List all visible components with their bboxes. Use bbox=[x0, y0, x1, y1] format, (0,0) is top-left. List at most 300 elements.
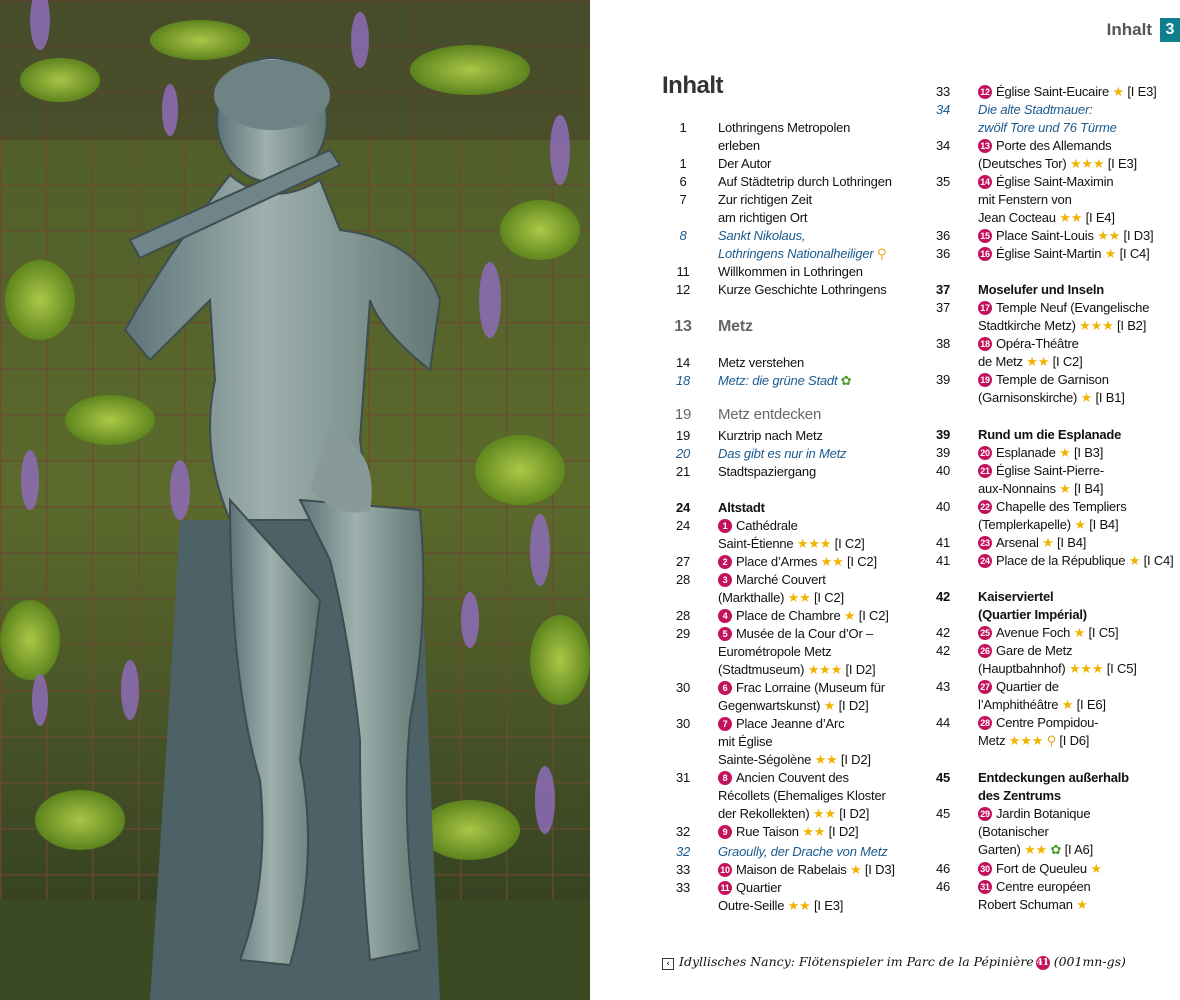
toc-entry bbox=[662, 879, 782, 897]
toc-entry-label: Église Saint-Eucaire bbox=[996, 84, 1110, 99]
toc-entry bbox=[922, 335, 1079, 353]
green-leaf-icon: ✿ bbox=[840, 373, 852, 388]
toc-page-number: 37 bbox=[935, 282, 951, 297]
toc-page-number: 30 bbox=[675, 680, 691, 695]
star-rating-icon: ★ bbox=[1090, 861, 1102, 876]
toc-entry-label: Willkommen in Lothringen bbox=[718, 264, 863, 279]
toc-entry-label: Maison de Rabelais bbox=[736, 862, 847, 877]
toc-entry-label: Église Saint-Maximin bbox=[996, 174, 1114, 189]
star-rating-icon: ★ bbox=[823, 698, 836, 713]
toc-entry bbox=[662, 463, 816, 481]
toc-entry-label: (Markthalle) bbox=[718, 590, 785, 605]
toc-entry-label: Place de Chambre bbox=[736, 608, 841, 623]
toc-entry bbox=[922, 426, 1122, 444]
toc-entry bbox=[662, 245, 887, 263]
toc-entry-text bbox=[978, 878, 1091, 896]
map-grid-reference: [I C4] bbox=[1119, 246, 1150, 261]
toc-entry-label: Marché Couvert bbox=[736, 572, 826, 587]
toc-entry-text bbox=[718, 209, 807, 227]
toc-page-number: 33 bbox=[675, 862, 691, 877]
map-grid-reference: [I E3] bbox=[1107, 156, 1137, 171]
arrow-left-icon: ‹ bbox=[662, 958, 674, 970]
star-rating-icon: ★★★ bbox=[1068, 661, 1104, 676]
toc-entry-text bbox=[718, 697, 868, 715]
toc-page-number: 37 bbox=[935, 300, 951, 315]
toc-entry-text bbox=[718, 843, 888, 861]
toc-entry-text bbox=[718, 191, 812, 209]
toc-entry-label: Place Jeanne d’Arc bbox=[736, 716, 845, 731]
map-grid-reference: [I D2] bbox=[838, 698, 869, 713]
toc-entry-label: (Hauptbahnhof) bbox=[978, 661, 1066, 676]
toc-entry bbox=[662, 769, 849, 787]
star-rating-icon: ★ bbox=[1128, 553, 1141, 568]
toc-entry bbox=[922, 299, 1150, 317]
toc-entry-label: Jean Cocteau bbox=[978, 210, 1056, 225]
sight-number-badge: 20 bbox=[978, 446, 992, 460]
sight-number-badge: 25 bbox=[978, 626, 992, 640]
toc-entry bbox=[922, 606, 1087, 624]
toc-entry-label: Avenue Foch bbox=[996, 625, 1071, 640]
toc-entry bbox=[922, 209, 1115, 227]
toc-entry bbox=[662, 137, 760, 155]
toc-entry-label: Zur richtigen Zeit bbox=[718, 192, 812, 207]
star-rating-icon: ★★ bbox=[812, 806, 836, 821]
star-rating-icon: ★ bbox=[850, 862, 862, 877]
star-rating-icon: ★ bbox=[1073, 625, 1086, 640]
sight-number-badge: 4 bbox=[718, 609, 732, 623]
toc-entry-text bbox=[978, 896, 1088, 914]
toc-page-number: 13 bbox=[674, 318, 692, 335]
map-grid-reference: [I D2] bbox=[828, 824, 859, 839]
toc-entry-label: (Quartier Impérial) bbox=[978, 607, 1087, 622]
star-rating-icon: ★★ bbox=[1026, 354, 1050, 369]
toc-entry-label: Die alte Stadtmauer: bbox=[978, 102, 1093, 117]
page-number: 3 bbox=[1158, 18, 1180, 42]
toc-page-number: 33 bbox=[935, 84, 951, 99]
toc-entry bbox=[922, 83, 1157, 101]
toc-page-number: 32 bbox=[675, 824, 691, 839]
sight-number-badge: 23 bbox=[978, 536, 992, 550]
map-grid-reference: [I C4] bbox=[1143, 553, 1174, 568]
sight-number-badge: 30 bbox=[978, 862, 992, 876]
toc-entry-text bbox=[978, 534, 1086, 552]
toc-page-number: 6 bbox=[679, 174, 687, 189]
toc-entry-label: am richtigen Ort bbox=[718, 210, 808, 225]
toc-entry-label: Récollets (Ehemaliges Kloster bbox=[718, 788, 886, 803]
toc-entry-label: Arsenal bbox=[996, 535, 1039, 550]
toc-entry bbox=[662, 227, 806, 245]
toc-entry-label: Metz: die grüne Stadt bbox=[718, 373, 838, 388]
toc-entry bbox=[662, 317, 753, 337]
toc-entry bbox=[922, 173, 1114, 191]
star-rating-icon: ★★★ bbox=[796, 536, 832, 551]
toc-entry-label: (Deutsches Tor) bbox=[978, 156, 1067, 171]
sight-number-badge: 22 bbox=[978, 500, 992, 514]
map-grid-reference: [I E4] bbox=[1085, 210, 1115, 225]
star-rating-icon: ★ bbox=[1061, 697, 1074, 712]
sight-number-badge: 29 bbox=[978, 807, 992, 821]
toc-entry bbox=[662, 372, 852, 390]
map-grid-reference: [I D6] bbox=[1059, 733, 1090, 748]
toc-entry-label: Fort de Queuleu bbox=[996, 861, 1087, 876]
map-grid-reference: [I B1] bbox=[1095, 390, 1125, 405]
toc-entry bbox=[662, 787, 886, 805]
toc-page-number: 7 bbox=[679, 192, 687, 207]
toc-entry-label: Centre Pompidou- bbox=[996, 715, 1099, 730]
caption-ref-badge: 41 bbox=[1036, 958, 1049, 968]
star-rating-icon: ★ bbox=[1076, 897, 1088, 912]
toc-entry-text bbox=[978, 137, 1111, 155]
toc-entry-label: Place de la République bbox=[996, 553, 1126, 568]
toc-entry-text bbox=[718, 372, 852, 390]
toc-page-number: 19 bbox=[675, 428, 691, 443]
map-grid-reference: [I C2] bbox=[834, 536, 865, 551]
toc-entry-label: Lothringens Nationalheiliger bbox=[718, 246, 874, 261]
toc-page-number: 33 bbox=[675, 880, 691, 895]
toc-title: Inhalt bbox=[662, 72, 723, 99]
toc-page-number: 46 bbox=[935, 861, 951, 876]
toc-entry-label: der Rekollekten) bbox=[718, 806, 810, 821]
toc-entry-text bbox=[978, 353, 1082, 371]
toc-entry-label: Moselufer und Inseln bbox=[978, 282, 1105, 297]
toc-entry-label: Stadtspaziergang bbox=[718, 464, 816, 479]
map-grid-reference: [I C2] bbox=[846, 554, 877, 569]
toc-entry-text bbox=[718, 733, 772, 751]
toc-entry bbox=[922, 317, 1147, 335]
toc-entry bbox=[662, 281, 887, 299]
toc-entry bbox=[662, 517, 798, 535]
toc-entry-text bbox=[978, 335, 1079, 353]
toc-entry-text bbox=[718, 354, 804, 372]
sight-number-badge: 21 bbox=[978, 464, 992, 478]
toc-entry bbox=[662, 643, 832, 661]
caption-code: (001mn-gs) bbox=[1053, 954, 1126, 969]
toc-entry-label: Saint-Étienne bbox=[718, 536, 794, 551]
toc-entry-text bbox=[718, 751, 871, 769]
sight-number-badge: 10 bbox=[718, 863, 732, 877]
toc-entry-text bbox=[718, 317, 753, 337]
toc-entry-label: Kaiserviertel bbox=[978, 589, 1054, 604]
person-symbol-icon: ⚲ bbox=[1046, 733, 1056, 748]
toc-entry bbox=[922, 227, 1154, 245]
toc-entry-text bbox=[978, 516, 1118, 534]
sight-number-badge: 2 bbox=[718, 555, 732, 569]
toc-entry-label: Stadtkirche Metz) bbox=[978, 318, 1076, 333]
toc-entry bbox=[662, 427, 823, 445]
toc-page-number: 24 bbox=[675, 518, 691, 533]
toc-entry-label: Metz verstehen bbox=[718, 355, 805, 370]
toc-entry-text bbox=[978, 209, 1115, 227]
toc-entry-label: Robert Schuman bbox=[978, 897, 1073, 912]
toc-entry bbox=[922, 878, 1091, 896]
toc-entry-text bbox=[978, 660, 1137, 678]
toc-entry bbox=[922, 624, 1119, 642]
toc-entry-label: Chapelle des Templiers bbox=[996, 499, 1127, 514]
star-rating-icon: ★ bbox=[1059, 481, 1071, 496]
toc-entry bbox=[662, 625, 874, 643]
toc-entry bbox=[922, 678, 1059, 696]
toc-page-number: 1 bbox=[679, 120, 687, 135]
toc-entry bbox=[922, 787, 1061, 805]
toc-entry-text bbox=[718, 263, 863, 281]
toc-entry-label: mit Église bbox=[718, 734, 773, 749]
toc-entry bbox=[922, 534, 1087, 552]
toc-entry-text bbox=[978, 624, 1118, 642]
toc-entry-text bbox=[978, 119, 1117, 137]
toc-entry-text bbox=[718, 589, 844, 607]
toc-entry bbox=[662, 589, 844, 607]
toc-entry bbox=[922, 552, 1174, 570]
map-grid-reference: [I C2] bbox=[858, 608, 889, 623]
toc-entry-text bbox=[718, 879, 781, 897]
star-rating-icon: ★★ bbox=[1097, 228, 1121, 243]
toc-entry bbox=[922, 805, 1091, 823]
toc-page-number: 18 bbox=[675, 373, 691, 388]
toc-entry-text bbox=[978, 823, 1049, 841]
sight-number-badge: 13 bbox=[978, 139, 992, 153]
star-rating-icon: ★★★ bbox=[807, 662, 843, 677]
star-rating-icon: ★★★ bbox=[1008, 733, 1044, 748]
star-rating-icon: ★★ bbox=[820, 554, 844, 569]
toc-entry bbox=[922, 823, 1049, 841]
map-grid-reference: [I B4] bbox=[1074, 481, 1104, 496]
toc-entry-text bbox=[978, 732, 1089, 750]
toc-entry-text bbox=[718, 227, 805, 245]
toc-entry-text bbox=[718, 679, 885, 697]
toc-page-number: 43 bbox=[935, 679, 951, 694]
sight-number-badge: 11 bbox=[718, 881, 732, 895]
toc-entry bbox=[922, 137, 1112, 155]
toc-entry-label: (Templerkapelle) bbox=[978, 517, 1071, 532]
sight-number-badge: 1 bbox=[718, 519, 732, 533]
toc-entry bbox=[662, 354, 805, 372]
toc-entry-text bbox=[718, 607, 889, 625]
toc-page-number: 40 bbox=[935, 499, 951, 514]
toc-entry-label: Outre-Seille bbox=[718, 898, 785, 913]
sight-number-badge: 24 bbox=[978, 554, 992, 568]
toc-page-number: 36 bbox=[935, 246, 951, 261]
toc-entry bbox=[922, 444, 1104, 462]
map-grid-reference: [I E6] bbox=[1076, 697, 1106, 712]
toc-entry-label: Kurze Geschichte Lothringens bbox=[718, 282, 887, 297]
toc-entry-label: Esplanade bbox=[996, 445, 1056, 460]
toc-entry bbox=[922, 860, 1102, 878]
toc-entry bbox=[662, 445, 847, 463]
toc-entry-text bbox=[978, 714, 1098, 732]
sight-number-badge: 26 bbox=[978, 644, 992, 658]
toc-entry-label: Ancien Couvent des bbox=[736, 770, 849, 785]
toc-page-number: 41 bbox=[935, 535, 951, 550]
toc-page-number: 32 bbox=[675, 844, 691, 859]
toc-entry-text bbox=[978, 299, 1149, 317]
toc-entry bbox=[922, 155, 1137, 173]
toc-entry-text bbox=[718, 805, 869, 823]
toc-entry-text bbox=[718, 499, 765, 517]
toc-entry-label: Quartier de bbox=[996, 679, 1059, 694]
map-grid-reference: [I E3] bbox=[814, 898, 844, 913]
toc-entry-text bbox=[718, 553, 877, 571]
toc-entry-label: Opéra-Théâtre bbox=[996, 336, 1079, 351]
toc-page-number: 41 bbox=[935, 553, 951, 568]
star-rating-icon: ★★ bbox=[1024, 842, 1048, 857]
star-rating-icon: ★★ bbox=[1059, 210, 1083, 225]
toc-entry-label: Eurométropole Metz bbox=[718, 644, 832, 659]
map-grid-reference: [I D2] bbox=[845, 662, 876, 677]
toc-entry bbox=[922, 191, 1072, 209]
toc-entry-text bbox=[978, 426, 1121, 444]
toc-entry-label: Rue Taison bbox=[736, 824, 799, 839]
toc-entry-label: Temple Neuf (Evangelische bbox=[996, 300, 1150, 315]
map-grid-reference: [I E3] bbox=[1127, 84, 1157, 99]
toc-entry-label: zwölf Tore und 76 Türme bbox=[978, 120, 1117, 135]
toc-entry-label: (Garnisonskirche) bbox=[978, 390, 1078, 405]
sight-number-badge: 6 bbox=[718, 681, 732, 695]
toc-entry-text bbox=[978, 769, 1129, 787]
map-grid-reference: [I D2] bbox=[839, 806, 870, 821]
toc-page-number: 21 bbox=[675, 464, 691, 479]
map-grid-reference: [I D2] bbox=[840, 752, 871, 767]
toc-entry bbox=[662, 553, 877, 571]
toc-entry-label: de Metz bbox=[978, 354, 1023, 369]
toc-page-number: 45 bbox=[935, 806, 951, 821]
toc-page-number: 38 bbox=[935, 336, 951, 351]
toc-entry-label: Garten) bbox=[978, 842, 1021, 857]
toc-entry-text bbox=[978, 696, 1106, 714]
toc-entry bbox=[662, 661, 876, 679]
star-rating-icon: ★ bbox=[843, 608, 856, 623]
toc-entry-text bbox=[978, 480, 1103, 498]
star-rating-icon: ★ bbox=[1080, 390, 1093, 405]
toc-entry-label: Quartier bbox=[736, 880, 782, 895]
toc-entry-label: Der Autor bbox=[718, 156, 772, 171]
toc-page-number: 31 bbox=[675, 770, 691, 785]
toc-entry-text bbox=[978, 462, 1104, 480]
toc-page-number: 46 bbox=[935, 879, 951, 894]
toc-entry-label: Place Saint-Louis bbox=[996, 228, 1094, 243]
toc-entry-text bbox=[978, 860, 1102, 878]
toc-page-number: 34 bbox=[935, 138, 951, 153]
sight-number-badge: 27 bbox=[978, 680, 992, 694]
toc-page-number: 20 bbox=[675, 446, 691, 461]
map-grid-reference: [I B2] bbox=[1116, 318, 1147, 333]
toc-page-number: 42 bbox=[935, 625, 951, 640]
toc-entry bbox=[662, 843, 888, 861]
toc-entry-label: Metz bbox=[978, 733, 1006, 748]
toc-entry bbox=[922, 714, 1099, 732]
toc-page-number: 8 bbox=[679, 228, 687, 243]
toc-entry-text bbox=[718, 445, 846, 463]
toc-page-number: 27 bbox=[675, 554, 691, 569]
green-leaf-icon: ✿ bbox=[1050, 842, 1062, 857]
toc-entry-text bbox=[978, 498, 1127, 516]
toc-entry bbox=[662, 405, 822, 425]
toc-entry bbox=[922, 588, 1054, 606]
toc-entry bbox=[922, 732, 1090, 750]
toc-entry-text bbox=[718, 787, 886, 805]
sight-number-badge: 31 bbox=[978, 880, 992, 894]
map-grid-reference: [I D3] bbox=[1123, 228, 1154, 243]
toc-entry-text bbox=[978, 805, 1090, 823]
toc-page-number: 30 bbox=[675, 716, 691, 731]
toc-entry-text bbox=[718, 535, 865, 553]
toc-entry-label: Auf Städtetrip durch Lothringen bbox=[718, 174, 892, 189]
toc-entry-text bbox=[978, 155, 1137, 173]
map-grid-reference: [I D3] bbox=[864, 862, 895, 877]
toc-entry-text bbox=[978, 83, 1157, 101]
toc-entry bbox=[662, 823, 859, 841]
toc-entry-label: Sainte-Ségolène bbox=[718, 752, 812, 767]
toc-entry-text bbox=[718, 661, 875, 679]
toc-entry bbox=[662, 607, 889, 625]
toc-entry-text bbox=[978, 173, 1113, 191]
star-rating-icon: ★ bbox=[1042, 535, 1054, 550]
photo-caption bbox=[662, 954, 1126, 970]
toc-entry bbox=[662, 751, 871, 769]
toc-page-number: 35 bbox=[935, 174, 951, 189]
toc-entry-label: Jardin Botanique bbox=[996, 806, 1091, 821]
toc-entry-text bbox=[718, 427, 823, 445]
toc-page-number: 42 bbox=[935, 589, 951, 604]
toc-entry bbox=[922, 245, 1150, 263]
toc-entry bbox=[922, 896, 1088, 914]
toc-entry bbox=[662, 499, 765, 517]
toc-entry-label: Porte des Allemands bbox=[996, 138, 1112, 153]
sight-number-badge: 28 bbox=[978, 716, 992, 730]
toc-page-number: 39 bbox=[935, 427, 951, 442]
toc-entry-text bbox=[718, 137, 760, 155]
toc-entry-text bbox=[718, 861, 895, 879]
toc-entry-text bbox=[718, 173, 892, 191]
sight-number-badge: 7 bbox=[718, 717, 732, 731]
toc-entry-label: Gare de Metz bbox=[996, 643, 1073, 658]
toc-entry-label: Sankt Nikolaus, bbox=[718, 228, 806, 243]
star-rating-icon: ★ bbox=[1112, 84, 1124, 99]
map-grid-reference: [I C5] bbox=[1106, 661, 1137, 676]
toc-entry bbox=[662, 733, 773, 751]
toc-entry bbox=[922, 101, 1093, 119]
toc-page-number: 29 bbox=[675, 626, 691, 641]
toc-entry bbox=[922, 353, 1083, 371]
toc-page-number: 14 bbox=[675, 355, 691, 370]
toc-entry-label: Rund um die Esplanade bbox=[978, 427, 1122, 442]
toc-page-number: 28 bbox=[675, 608, 691, 623]
toc-page-number: 24 bbox=[675, 500, 691, 515]
toc-entry-label: (Botanischer bbox=[978, 824, 1049, 839]
toc-entry-label: mit Fenstern von bbox=[978, 192, 1072, 207]
sight-number-badge: 15 bbox=[978, 229, 992, 243]
toc-entry-label: Metz entdecken bbox=[718, 406, 822, 423]
sight-number-badge: 3 bbox=[718, 573, 732, 587]
toc-entry-label: Entdeckungen außerhalb bbox=[978, 770, 1129, 785]
toc-entry bbox=[662, 861, 895, 879]
star-rating-icon: ★★ bbox=[787, 590, 811, 605]
toc-entry-text bbox=[718, 119, 850, 137]
toc-entry bbox=[922, 642, 1073, 660]
toc-entry-text bbox=[718, 897, 843, 915]
toc-page-number: 39 bbox=[935, 372, 951, 387]
toc-entry bbox=[662, 263, 863, 281]
toc-entry bbox=[662, 209, 808, 227]
toc-entry-text bbox=[978, 371, 1109, 389]
toc-entry-text bbox=[978, 389, 1125, 407]
map-grid-reference: [I C2] bbox=[814, 590, 844, 605]
toc-entry-label: Centre européen bbox=[996, 879, 1091, 894]
sight-number-badge: 12 bbox=[978, 85, 992, 99]
sight-number-badge: 14 bbox=[978, 175, 992, 189]
toc-entry-label: erleben bbox=[718, 138, 760, 153]
toc-entry bbox=[922, 696, 1106, 714]
toc-entry bbox=[922, 119, 1117, 137]
